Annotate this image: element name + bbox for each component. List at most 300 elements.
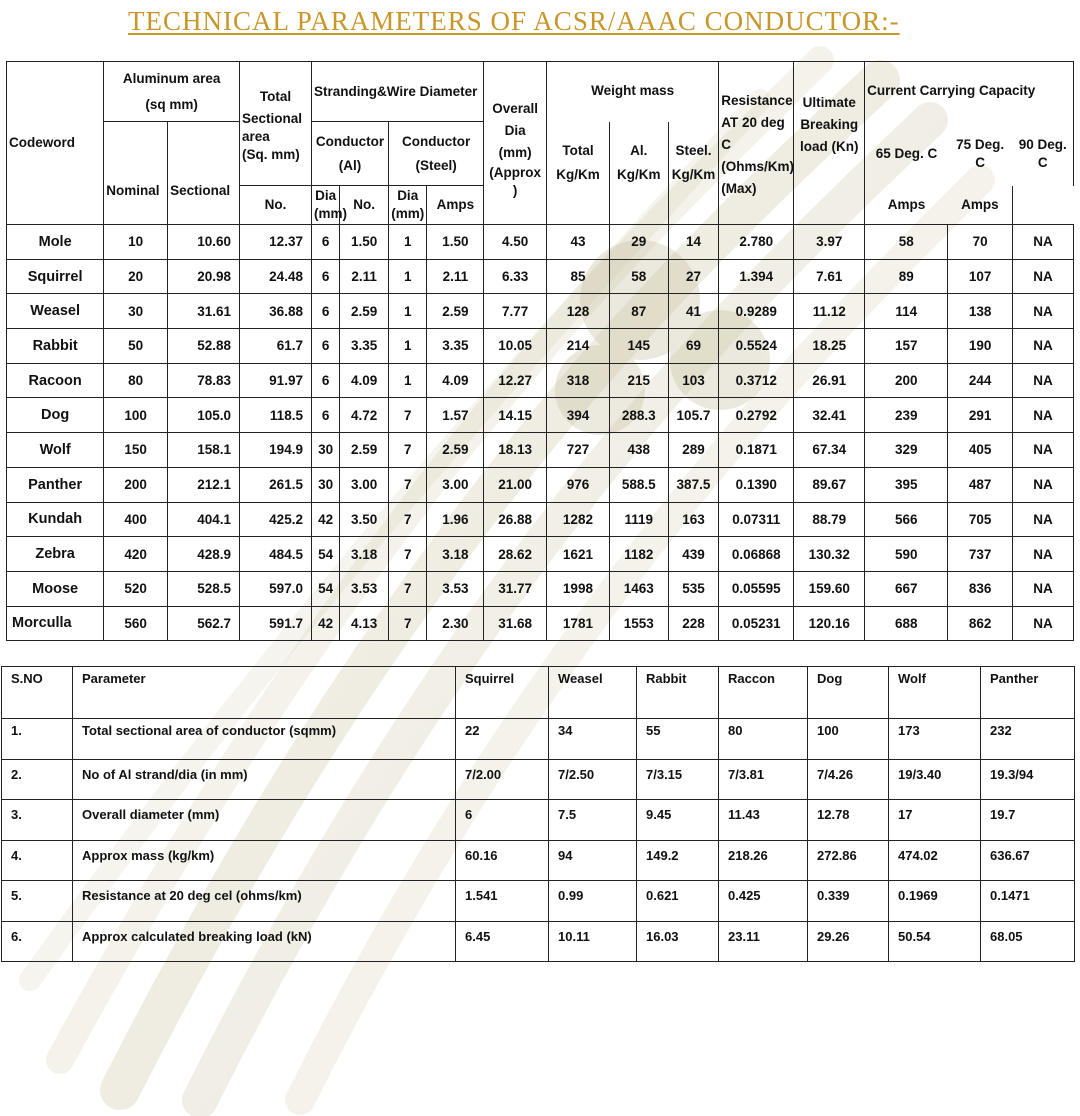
table-cell: 34 [549,719,637,760]
table-cell: 89 [865,259,948,294]
table-row [7,363,1074,398]
table-cell: 1621 [547,537,610,572]
table-cell: 6 [311,294,339,329]
table-cell: 1998 [547,571,610,606]
steel-label: (Steel) [415,158,457,173]
codeword-cell: Squirrel [7,259,104,294]
overall-mm-label: (mm) [498,145,532,160]
al-dia-label: Dia [315,188,337,203]
table-cell: 2.30 [427,606,484,641]
table-cell: 52.88 [168,329,240,364]
table-cell: 428.9 [168,537,240,572]
param-header-cell: Wolf [889,667,981,719]
table-cell: 9.45 [637,800,719,841]
table-cell: 4. [2,840,73,881]
table-row [2,759,1075,800]
table-cell: 61.7 [240,329,312,364]
table-row [7,329,1074,364]
table-cell: 6. [2,921,73,962]
table-cell: 32.41 [794,398,865,433]
table-cell: 30 [311,433,339,468]
table-row [7,225,1074,260]
table-cell: 2. [2,759,73,800]
conductor-al-label: Conductor [315,134,385,149]
table-cell: 22 [456,719,549,760]
table-cell: 14 [668,225,719,260]
table-cell: 590 [865,537,948,572]
aluminum-area-label: Aluminum area [122,70,221,86]
table-cell: 588.5 [609,467,668,502]
header-stranding: Stranding&Wire Diameter [311,62,483,122]
table-cell: 3.35 [340,329,389,364]
conductor-steel-label: Conductor [401,134,471,149]
weight-steel-label: Steel. [675,142,712,158]
table-cell: 54 [311,537,339,572]
table-cell: 149.2 [637,840,719,881]
header-conductor-steel [388,122,483,186]
table-cell: 69 [668,329,719,364]
table-cell: 10 [104,225,168,260]
table-cell: 60.16 [456,840,549,881]
table-cell: 1.96 [427,502,484,537]
param-header-cell: Raccon [719,667,808,719]
table-cell: 89.67 [794,467,865,502]
table-cell: 1282 [547,502,610,537]
table-cell: 3.50 [340,502,389,537]
table-row [7,467,1074,502]
table-cell: 91.97 [240,363,312,398]
table-cell: 7 [388,398,427,433]
header-al-no: No. [240,186,312,225]
aluminum-area-unit: (sq mm) [145,96,198,112]
table-cell: 394 [547,398,610,433]
table-cell: 158.1 [168,433,240,468]
table-cell: 29.26 [808,921,889,962]
table-cell: 0.06868 [719,537,794,572]
table-cell: 58 [865,225,948,260]
table-row [2,921,1075,962]
table-cell: 1 [388,294,427,329]
total-label: Total [259,89,292,104]
table-cell: 836 [948,571,1013,606]
table-cell: 7 [388,571,427,606]
table-cell: 215 [609,363,668,398]
table-cell: 7/3.81 [719,759,808,800]
table-cell: 289 [668,433,719,468]
table-cell: 438 [609,433,668,468]
table-cell: 4.50 [484,225,547,260]
table-cell: 20.98 [168,259,240,294]
table-cell: 566 [865,502,948,537]
header-total-area [240,62,312,186]
table-cell: 5. [2,881,73,922]
table-cell: 120.16 [794,606,865,641]
table-cell: 157 [865,329,948,364]
table-cell: 7/4.26 [808,759,889,800]
table-cell: 2.11 [427,259,484,294]
table-cell: 976 [547,467,610,502]
table-cell: 7 [388,467,427,502]
table-cell: 3.35 [427,329,484,364]
header-temp-75: 75 Deg. C [956,136,1005,170]
header-sectional: Sectional [168,122,240,225]
table-cell: 68.05 [981,921,1075,962]
table-cell: 12.27 [484,363,547,398]
table-cell: 318 [547,363,610,398]
parameter-name-cell: Approx calculated breaking load (kN) [73,921,456,962]
table-cell: 14.15 [484,398,547,433]
table-cell: 6 [311,329,339,364]
table-cell: 190 [948,329,1013,364]
table-cell: NA [1013,294,1074,329]
table-cell: 23.11 [719,921,808,962]
table-cell: 67.34 [794,433,865,468]
table-cell: 1.57 [427,398,484,433]
table-cell: 2.59 [427,294,484,329]
table-cell: 50.54 [889,921,981,962]
header-amps-65: Amps [427,186,484,225]
table-cell: 0.07311 [719,502,794,537]
table-cell: 0.05595 [719,571,794,606]
table-cell: 727 [547,433,610,468]
table-row [2,800,1075,841]
header-codeword: Codeword [7,62,104,225]
table-cell: 400 [104,502,168,537]
table-cell: 862 [948,606,1013,641]
header-conductor-al [311,122,388,186]
codeword-cell: Weasel [7,294,104,329]
table-cell: 173 [889,719,981,760]
table-cell: 88.79 [794,502,865,537]
table-cell: 0.1471 [981,881,1075,922]
table-cell: 94 [549,840,637,881]
header-al-dia [311,186,347,225]
table-cell: 474.02 [889,840,981,881]
table-cell: 1 [388,329,427,364]
table-cell: 10.05 [484,329,547,364]
table-cell: 70 [948,225,1013,260]
codeword-cell: Racoon [7,363,104,398]
table-cell: 128 [547,294,610,329]
table-cell: 41 [668,294,719,329]
table-cell: 404.1 [168,502,240,537]
table-cell: 528.5 [168,571,240,606]
table-row [7,398,1074,433]
table-cell: 329 [865,433,948,468]
table-cell: 4.72 [340,398,389,433]
table-row [2,840,1075,881]
table-cell: 387.5 [668,467,719,502]
table-cell: 21.00 [484,467,547,502]
table-cell: 30 [104,294,168,329]
table-cell: 43 [547,225,610,260]
table-cell: 26.91 [794,363,865,398]
table-cell: 2.59 [340,294,389,329]
table-cell: 1.394 [719,259,794,294]
table-cell: 3.97 [794,225,865,260]
table-cell: 118.5 [240,398,312,433]
table-cell: 7/3.15 [637,759,719,800]
table-cell: 159.60 [794,571,865,606]
table-cell: 0.1871 [719,433,794,468]
table-cell: 439 [668,537,719,572]
table-cell: 737 [948,537,1013,572]
table-cell: 0.425 [719,881,808,922]
codeword-cell: Wolf [7,433,104,468]
table-cell: 24.48 [240,259,312,294]
weight-steel-unit: Kg/Km [671,166,716,182]
table-cell: 1 [388,363,427,398]
table-cell: 103 [668,363,719,398]
table-cell: 487 [948,467,1013,502]
table-cell: 6 [311,225,339,260]
table-row [7,571,1074,606]
table-cell: 42 [311,502,339,537]
table-cell: 0.5524 [719,329,794,364]
param-header-cell: Dog [808,667,889,719]
table-cell: 30 [311,467,339,502]
sectional-area-unit: (Sq. mm) [242,147,300,162]
table-cell: 0.99 [549,881,637,922]
table-cell: 105.0 [168,398,240,433]
table-cell: 87 [609,294,668,329]
codeword-cell: Panther [7,467,104,502]
weight-total-label: Total [562,142,594,158]
table-cell: 1 [388,259,427,294]
table-cell: 7 [388,606,427,641]
table-cell: 7.5 [549,800,637,841]
table-row [2,719,1075,760]
table-cell: 150 [104,433,168,468]
table-cell: 36.88 [240,294,312,329]
table-cell: 19.7 [981,800,1075,841]
table-cell: 145 [609,329,668,364]
table-cell: 200 [865,363,948,398]
table-cell: 130.32 [794,537,865,572]
weight-al-label: Al. [630,142,648,158]
table-cell: 12.37 [240,225,312,260]
al-label: (Al) [338,158,362,173]
table-row [7,294,1074,329]
table-cell: 19.3/94 [981,759,1075,800]
table-cell: NA [1013,398,1074,433]
table-cell: NA [1013,467,1074,502]
table-cell: 1. [2,719,73,760]
codeword-cell: Morculla [7,606,104,641]
table-cell: NA [1013,363,1074,398]
table-cell: 80 [104,363,168,398]
table-cell: 0.2792 [719,398,794,433]
table-cell: 3.00 [427,467,484,502]
table-cell: 54 [311,571,339,606]
table-cell: 42 [311,606,339,641]
table-cell: 1781 [547,606,610,641]
table-cell: 100 [808,719,889,760]
table-cell: 395 [865,467,948,502]
table-cell: 18.13 [484,433,547,468]
table-cell: 218.26 [719,840,808,881]
table-cell: 1119 [609,502,668,537]
header-aluminum-area [104,62,240,122]
table-cell: 0.05231 [719,606,794,641]
table-cell: 232 [981,719,1075,760]
table-cell: 2.59 [340,433,389,468]
table-cell: 10.11 [549,921,637,962]
weight-al-unit: Kg/Km [616,166,661,182]
table-cell: 163 [668,502,719,537]
table-cell: 1 [388,225,427,260]
table-cell: 12.78 [808,800,889,841]
table-cell: 31.77 [484,571,547,606]
table-cell: 288.3 [609,398,668,433]
table-cell: 3.18 [340,537,389,572]
table-cell: 0.1969 [889,881,981,922]
table-cell: 19/3.40 [889,759,981,800]
table-cell: 31.61 [168,294,240,329]
table-cell: 535 [668,571,719,606]
header-nominal: Nominal [104,122,168,225]
parameter-name-cell: Approx mass (kg/km) [73,840,456,881]
table-cell: 3.00 [340,467,389,502]
approx-label: (Approx ) [489,165,542,198]
codeword-cell: Kundah [7,502,104,537]
table-cell: NA [1013,433,1074,468]
header-amps-75: Amps [865,186,948,225]
table-cell: 138 [948,294,1013,329]
table-row [7,259,1074,294]
table-cell: 3.53 [427,571,484,606]
codeword-cell: Moose [7,571,104,606]
parameter-name-cell: Resistance at 20 deg cel (ohms/km) [73,881,456,922]
table-cell: 27 [668,259,719,294]
table-row [7,537,1074,572]
table-cell: 244 [948,363,1013,398]
table-cell: 194.9 [240,433,312,468]
table-cell: 78.83 [168,363,240,398]
header-steel-dia [388,186,427,225]
table-cell: 6 [456,800,549,841]
table-cell: 20 [104,259,168,294]
table-cell: 1.50 [340,225,389,260]
table-cell: 291 [948,398,1013,433]
codeword-cell: Mole [7,225,104,260]
header-temp-90: 90 Deg. C [1013,122,1074,186]
weight-total-unit: Kg/Km [556,166,600,182]
table-cell: 6.33 [484,259,547,294]
parameter-name-cell: Overall diameter (mm) [73,800,456,841]
header-weight-al [609,122,668,225]
table-cell: 3.53 [340,571,389,606]
table-cell: 200 [104,467,168,502]
table-cell: 6 [311,363,339,398]
conductor-parameters-table [1,666,1075,962]
param-header-cell: Parameter [73,667,456,719]
table-cell: 484.5 [240,537,312,572]
table-cell: 0.9289 [719,294,794,329]
table-cell: 228 [668,606,719,641]
header-ultimate-load: Ultimate Breaking load (Kn) [794,62,865,225]
table-cell: 405 [948,433,1013,468]
header-overall-dia [484,62,547,225]
table-cell: 7.61 [794,259,865,294]
table-cell: 6 [311,398,339,433]
steel-dia-unit: (mm) [391,206,425,221]
header-temp-65: 65 Deg. C [865,122,948,186]
conductor-spec-table [6,61,1074,641]
table-cell: 688 [865,606,948,641]
header-current-capacity: Current Carrying Capacity [865,62,1074,122]
al-dia-unit: (mm) [313,206,347,221]
page-title: TECHNICAL PARAMETERS OF ACSR/AAAC CONDUCTOR:- [128,6,900,36]
parameter-name-cell: Total sectional area of conductor (sqmm) [73,719,456,760]
table-cell: 3.18 [427,537,484,572]
table-cell: 16.03 [637,921,719,962]
header-weight-mass: Weight mass [547,62,719,122]
table-cell: 105.7 [668,398,719,433]
codeword-cell: Dog [7,398,104,433]
table-cell: 420 [104,537,168,572]
table-cell: 705 [948,502,1013,537]
codeword-cell: Zebra [7,537,104,572]
steel-dia-label: Dia [397,188,419,203]
table-cell: 6.45 [456,921,549,962]
header-resistance: Resistance AT 20 deg C (Ohms/Km) (Max) [719,62,794,225]
table-cell: NA [1013,502,1074,537]
table-cell: 7/2.00 [456,759,549,800]
table-cell: 0.339 [808,881,889,922]
table-cell: 58 [609,259,668,294]
table-cell: 636.67 [981,840,1075,881]
table-cell: 212.1 [168,467,240,502]
table-cell: 2.780 [719,225,794,260]
table-cell: 1463 [609,571,668,606]
table-cell: 1.50 [427,225,484,260]
table-row [7,502,1074,537]
table-cell: 597.0 [240,571,312,606]
table-cell: 4.09 [340,363,389,398]
overall-dia-label: Dia [504,123,526,138]
table-cell: 1553 [609,606,668,641]
table-cell: 17 [889,800,981,841]
table-cell: 7.77 [484,294,547,329]
table-cell: 591.7 [240,606,312,641]
header-amps-90: Amps [948,186,1013,225]
header-weight-steel [668,122,719,225]
table-cell: 261.5 [240,467,312,502]
table-cell: 3. [2,800,73,841]
table-row [7,433,1074,468]
table-cell: NA [1013,259,1074,294]
table-cell: 560 [104,606,168,641]
table-cell: 28.62 [484,537,547,572]
table-cell: 31.68 [484,606,547,641]
param-header-cell: Squirrel [456,667,549,719]
table-cell: NA [1013,606,1074,641]
header-weight-total [547,122,610,225]
table-cell: 55 [637,719,719,760]
table-cell: 562.7 [168,606,240,641]
table-cell: 50 [104,329,168,364]
parameter-name-cell: No of Al strand/dia (in mm) [73,759,456,800]
param-header-cell: S.NO [2,667,73,719]
codeword-cell: Rabbit [7,329,104,364]
param-header-cell: Weasel [549,667,637,719]
table-cell: 425.2 [240,502,312,537]
table-cell: 7 [388,537,427,572]
table-cell: 11.43 [719,800,808,841]
param-header-cell: Rabbit [637,667,719,719]
table-cell: 26.88 [484,502,547,537]
